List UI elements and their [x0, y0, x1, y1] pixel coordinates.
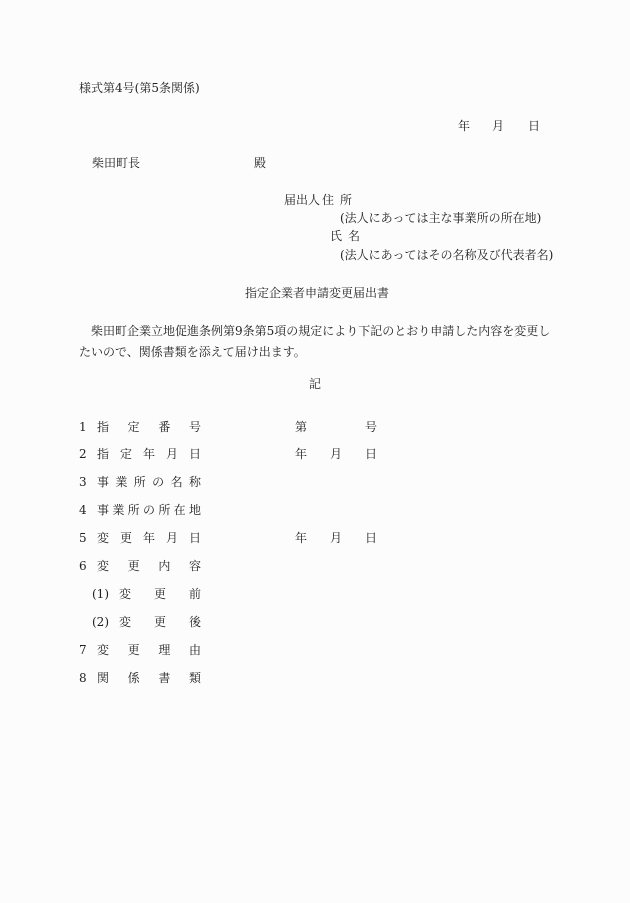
ki-marker: 記	[309, 377, 322, 391]
item-label	[97, 421, 201, 433]
item-label-char: 地	[188, 503, 201, 517]
item-label-char: 更	[127, 643, 140, 657]
item-number: 7	[79, 643, 87, 657]
name-note: (法人にあってはその名称及び代表者名)	[340, 248, 554, 262]
item-label-char: 定	[127, 420, 140, 434]
item-label-char: 変	[97, 559, 110, 573]
applicant-label: 届出人	[284, 193, 321, 207]
item-label	[119, 588, 201, 600]
item-label-char: 業	[112, 503, 125, 517]
item-label-char: の	[152, 475, 165, 489]
addressee: 柴田町長	[92, 156, 141, 170]
item-label-char: 前	[188, 587, 201, 601]
item-label-char: 定	[119, 447, 132, 461]
item-label-char: 日	[188, 447, 201, 461]
date-day-label: 日	[528, 119, 541, 133]
item-label-char: 名	[170, 475, 183, 489]
item-label-char: 更	[127, 559, 140, 573]
item-label-char: 由	[188, 643, 201, 657]
item-label-char: 類	[188, 671, 201, 685]
honorific: 殿	[254, 156, 267, 170]
item-label-char: 事	[97, 503, 110, 517]
item-value-char: 第	[295, 420, 308, 434]
item-value-char: 日	[364, 447, 377, 461]
item-label-char: 称	[188, 475, 201, 489]
item-label-char: 変	[97, 531, 110, 545]
item-value	[295, 448, 377, 460]
item-label-char: 変	[97, 643, 110, 657]
item-label-char: 月	[165, 447, 178, 461]
item-label-char: 所	[133, 475, 146, 489]
item-label-char: 号	[188, 420, 201, 434]
item-number: (2)	[92, 615, 109, 629]
item-label-char: 所	[127, 503, 140, 517]
item-label-char: 関	[97, 671, 110, 685]
item-number: 3	[79, 475, 87, 489]
item-label	[97, 672, 201, 684]
item-value-char: 月	[329, 447, 342, 461]
item-label-char: 年	[142, 447, 155, 461]
item-label-char: の	[142, 503, 155, 517]
item-label-char: 所	[158, 503, 171, 517]
item-label-char: 更	[153, 587, 166, 601]
document-title: 指定企業者申請変更届出書	[245, 286, 390, 300]
item-label-char: 変	[119, 587, 132, 601]
body-text: 柴田町企業立地促進条例第9条第5項の規定により下記のとおり申請した内容を変更したいので、関係書類を添えて届け出ます。	[79, 324, 551, 359]
item-value-char: 号	[364, 420, 377, 434]
item-value-char: 月	[329, 531, 342, 545]
item-value-char: 年	[295, 447, 308, 461]
name-label: 氏名	[330, 229, 367, 243]
item-label-char: 容	[188, 559, 201, 573]
address-label: 住所	[322, 193, 359, 207]
item-value-char: 年	[295, 531, 308, 545]
item-label-char: 理	[158, 643, 171, 657]
item-label-char: 書	[158, 671, 171, 685]
item-label-char: 指	[97, 420, 110, 434]
item-number: 5	[79, 531, 87, 545]
item-number: 4	[79, 503, 87, 517]
item-label	[119, 616, 201, 628]
item-number: (1)	[92, 587, 109, 601]
item-label-char: 指	[97, 447, 110, 461]
item-label-char: 在	[173, 503, 186, 517]
item-number: 2	[79, 447, 87, 461]
item-value	[295, 532, 377, 544]
item-label	[97, 448, 201, 460]
item-label-char: 番	[158, 420, 171, 434]
item-label-char: 後	[188, 615, 201, 629]
item-label	[97, 644, 201, 656]
date-line	[458, 120, 540, 132]
item-label	[97, 504, 201, 516]
address-note: (法人にあっては主な事業所の所在地)	[340, 211, 542, 225]
item-label-char: 事	[97, 475, 110, 489]
item-label-char: 日	[188, 531, 201, 545]
item-value-char: 日	[364, 531, 377, 545]
item-label-char: 変	[119, 615, 132, 629]
item-number: 8	[79, 671, 87, 685]
item-value	[295, 421, 377, 433]
item-label-char: 内	[158, 559, 171, 573]
item-number: 1	[79, 420, 87, 434]
item-label-char: 業	[115, 475, 128, 489]
item-label-char: 月	[165, 531, 178, 545]
item-label	[97, 476, 201, 488]
date-month-label: 月	[492, 119, 505, 133]
date-year-label: 年	[458, 119, 471, 133]
item-number: 6	[79, 559, 87, 573]
form-number: 様式第4号(第5条関係)	[79, 81, 200, 95]
item-label-char: 年	[142, 531, 155, 545]
item-label-char: 更	[119, 531, 132, 545]
item-label	[97, 560, 201, 572]
item-label-char: 係	[127, 671, 140, 685]
item-label-char: 更	[153, 615, 166, 629]
item-label	[97, 532, 201, 544]
